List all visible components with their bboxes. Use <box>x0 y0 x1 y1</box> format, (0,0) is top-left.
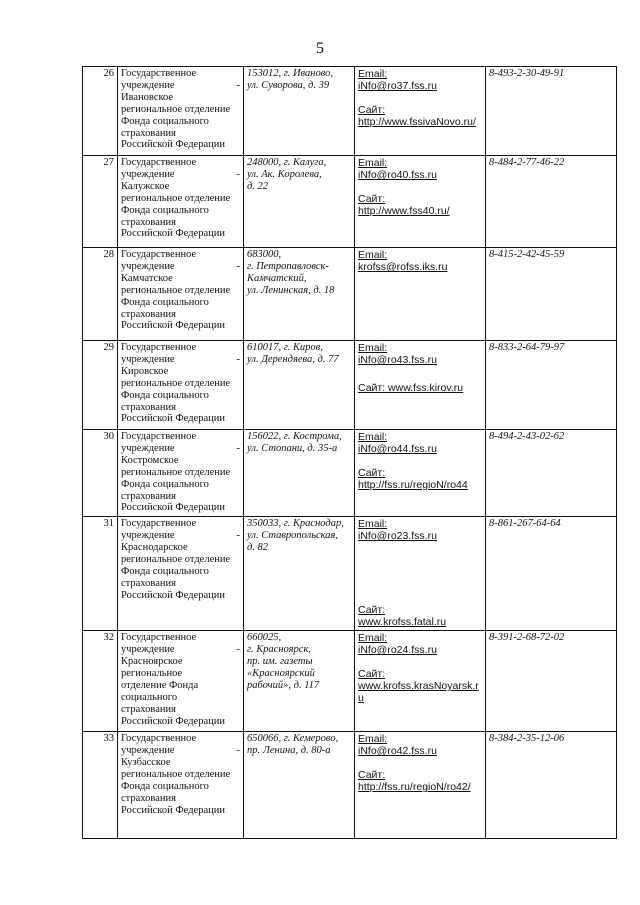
office-name-line: страхования <box>121 577 176 589</box>
office-name-cell <box>118 67 244 156</box>
office-name-cell <box>118 631 244 732</box>
office-name-line: Ивановское <box>121 91 174 103</box>
address-line: 248000, г. Калуга, <box>247 157 327 168</box>
office-name-cell <box>118 517 244 631</box>
website-label: Сайт: <box>358 604 386 617</box>
office-name-line: Фонда социального <box>121 204 209 216</box>
email-link[interactable]: krofss@rofss.iks.ru <box>358 261 448 273</box>
table-row <box>83 430 617 517</box>
office-name-line: социального <box>121 691 178 703</box>
table-row <box>83 67 617 156</box>
office-name-line: Фонда социального <box>121 478 209 490</box>
website-label: Сайт: <box>358 769 386 782</box>
email-link[interactable]: iNfo@ro37.fss.ru <box>358 80 437 92</box>
address-line: пр. Ленина, д. 80-а <box>247 745 331 757</box>
office-name-line: Краснодарское <box>121 542 188 554</box>
office-name-word: учреждение <box>121 530 175 542</box>
office-name-dash: - <box>236 168 240 180</box>
address-cell <box>244 631 355 732</box>
address-line: д. 22 <box>247 180 269 192</box>
contact-cell <box>355 248 486 341</box>
address-line: Камчатский, <box>247 272 307 284</box>
office-name-line: Российской Федерации <box>121 502 225 514</box>
fss-offices-table <box>82 66 617 839</box>
address-cell <box>244 732 355 839</box>
office-name-cell <box>118 732 244 839</box>
office-name-line: региональное <box>121 668 183 680</box>
office-name-line: Российской Федерации <box>121 589 225 601</box>
address-cell <box>244 67 355 156</box>
website-link[interactable]: www.krofss.fatal.ru <box>358 616 447 629</box>
table-row <box>83 156 617 248</box>
contact-cell <box>355 341 486 430</box>
office-name-line <box>121 644 240 656</box>
website-block <box>358 382 482 394</box>
office-name-word: учреждение <box>121 168 175 180</box>
contact-cell <box>355 631 486 732</box>
office-name-cell <box>118 156 244 248</box>
table-body <box>83 67 617 839</box>
row-number: 28 <box>83 248 118 341</box>
row-number: 26 <box>83 67 118 156</box>
office-name-line: Российской Федерации <box>121 413 225 425</box>
office-name-line: Российской Федерации <box>121 228 225 240</box>
phone-cell: 8-391-2-68-72-02 <box>486 631 617 732</box>
office-name-line: Государственное <box>121 342 197 353</box>
website-label: Сайт: <box>358 193 386 205</box>
email-label: Email: <box>358 68 388 80</box>
address-line: 610017, г. Киров, <box>247 342 323 353</box>
office-name-line: региональное отделение <box>121 103 231 115</box>
email-link[interactable]: iNfo@ro42.fss.ru <box>358 745 437 758</box>
contact-cell <box>355 156 486 248</box>
office-name-line: региональное отделение <box>121 284 231 296</box>
office-name-dash: - <box>236 353 240 365</box>
office-name-line: региональное отделение <box>121 192 231 204</box>
office-name-line <box>121 354 240 366</box>
office-name-word: учреждение <box>121 745 175 757</box>
office-name-line: Фонда социального <box>121 780 209 792</box>
office-name-dash: - <box>236 644 240 656</box>
office-name-line: Кировское <box>121 365 169 377</box>
office-name-line: Российской Федерации <box>121 715 225 727</box>
office-name-line: Государственное <box>121 733 197 745</box>
email-link[interactable]: iNfo@ro40.fss.ru <box>358 169 437 181</box>
office-name-word: учреждение <box>121 644 175 656</box>
office-name-line <box>121 261 240 273</box>
phone-cell: 8-493-2-30-49-91 <box>486 67 617 156</box>
address-line: рабочий», д. 117 <box>247 679 320 691</box>
address-line: г. Петропавловск- <box>247 260 329 272</box>
phone-cell: 8-861-267-64-64 <box>486 517 617 631</box>
office-name-line: страхования <box>121 792 176 804</box>
office-name-line: Российской Федерации <box>121 320 225 332</box>
office-name-line: Фонда социального <box>121 389 209 401</box>
row-number: 32 <box>83 631 118 732</box>
phone-cell: 8-384-2-35-12-06 <box>486 732 617 839</box>
address-line: ул. Ак. Королева, <box>247 168 322 180</box>
office-name-line: Фонда социального <box>121 296 209 308</box>
office-name-line: Государственное <box>121 157 197 168</box>
office-name-line <box>121 80 240 92</box>
row-number: 33 <box>83 732 118 839</box>
row-number: 27 <box>83 156 118 248</box>
website-link[interactable]: http://www.fssivaNovo.ru/ <box>358 116 476 128</box>
address-line: пр. им. газеты <box>247 656 313 668</box>
website-block <box>358 104 482 128</box>
office-name-line: страхования <box>121 216 176 228</box>
address-line: д. 82 <box>247 542 269 554</box>
email-link[interactable]: iNfo@ro24.fss.ru <box>358 644 437 657</box>
address-line: 350033, г. Краснодар, <box>247 518 344 530</box>
office-name-line: Государственное <box>121 518 197 530</box>
phone-cell: 8-833-2-64-79-97 <box>486 341 617 430</box>
office-name-line: отделение Фонда <box>121 679 199 691</box>
phone-cell: 8-415-2-42-45-59 <box>486 248 617 341</box>
office-name-line: региональное отделение <box>121 554 231 566</box>
office-name-cell <box>118 248 244 341</box>
address-line: г. Красноярск, <box>247 644 311 656</box>
email-label: Email: <box>358 632 388 645</box>
office-name-line: Камчатское <box>121 272 173 284</box>
contact-cell <box>355 67 486 156</box>
website-link[interactable]: Сайт: www.fss.kirov.ru <box>358 382 464 394</box>
office-name-line: Красноярское <box>121 656 183 668</box>
office-name-line: страхования <box>121 127 176 139</box>
office-name-dash: - <box>236 260 240 272</box>
email-label: Email: <box>358 157 388 169</box>
office-name-line: Государственное <box>121 249 197 260</box>
website-block <box>358 467 482 491</box>
website-block <box>358 193 482 217</box>
row-number: 31 <box>83 517 118 631</box>
website-label: Сайт: <box>358 104 386 116</box>
office-name-line: Государственное <box>121 431 197 442</box>
office-name-line: Государственное <box>121 68 197 79</box>
table-row <box>83 517 617 631</box>
row-number: 29 <box>83 341 118 430</box>
address-line: «Красноярский <box>247 668 315 680</box>
office-name-line <box>121 443 240 455</box>
office-name-line: Фонда социального <box>121 565 209 577</box>
email-label: Email: <box>358 431 388 443</box>
website-link[interactable]: http://www.fss40.ru/ <box>358 205 450 217</box>
office-name-word: учреждение <box>121 442 175 454</box>
email-label: Email: <box>358 733 388 746</box>
office-name-line <box>121 530 240 542</box>
office-name-line: Государственное <box>121 632 197 644</box>
address-cell <box>244 430 355 517</box>
office-name-line: Калужское <box>121 180 170 192</box>
website-link[interactable]: http://fss.ru/regioN/ro42/ <box>358 781 471 794</box>
row-number: 30 <box>83 430 118 517</box>
website-block <box>358 668 482 704</box>
contact-cell <box>355 430 486 517</box>
address-line: 650066, г. Кемерово, <box>247 733 339 745</box>
office-name-line: региональное отделение <box>121 769 231 781</box>
email-link[interactable]: iNfo@ro43.fss.ru <box>358 354 437 366</box>
office-name-line: региональное отделение <box>121 377 231 389</box>
address-line: 683000, <box>247 249 282 260</box>
website-label: Сайт: <box>358 467 386 479</box>
office-name-line: Российской Федерации <box>121 804 225 816</box>
office-name-line <box>121 169 240 181</box>
office-name-line <box>121 745 240 757</box>
table-row <box>83 631 617 732</box>
office-name-line: Кузбасское <box>121 757 171 769</box>
office-name-line: страхования <box>121 490 176 502</box>
website-block <box>358 769 482 793</box>
office-name-word: учреждение <box>121 260 175 272</box>
website-link[interactable]: www.krofss.krasNoyarsk.ru <box>358 680 479 705</box>
office-name-dash: - <box>236 442 240 454</box>
table-row <box>83 341 617 430</box>
office-name-line: региональное отделение <box>121 466 231 478</box>
address-line: ул. Ленинская, д. 18 <box>247 284 335 296</box>
office-name-line: страхования <box>121 703 176 715</box>
address-cell <box>244 248 355 341</box>
email-label: Email: <box>358 518 388 531</box>
office-name-line: Фонда социального <box>121 115 209 127</box>
office-name-line: Российской Федерации <box>121 139 225 151</box>
address-line: 660025, <box>247 632 282 644</box>
address-cell <box>244 156 355 248</box>
office-name-word: учреждение <box>121 353 175 365</box>
office-name-cell <box>118 430 244 517</box>
office-name-line: страхования <box>121 308 176 320</box>
website-block <box>358 604 482 628</box>
table-row <box>83 732 617 839</box>
address-line: ул. Суворова, д. 39 <box>247 79 330 91</box>
website-label: Сайт: <box>358 668 386 681</box>
phone-cell: 8-484-2-77-46-22 <box>486 156 617 248</box>
website-link[interactable]: http://fss.ru/regioN/ro44 <box>358 479 468 491</box>
office-name-cell <box>118 341 244 430</box>
office-name-line: страхования <box>121 401 176 413</box>
office-name-word: учреждение <box>121 79 175 91</box>
contact-cell <box>355 732 486 839</box>
office-name-line: Костромское <box>121 454 179 466</box>
email-link[interactable]: iNfo@ro23.fss.ru <box>358 530 437 543</box>
address-cell <box>244 341 355 430</box>
address-line: ул. Ставропольская, <box>247 530 339 542</box>
contact-cell <box>355 517 486 631</box>
address-line: 156022, г. Кострома, <box>247 431 342 442</box>
email-label: Email: <box>358 342 388 354</box>
address-line: ул. Стопани, д. 35-а <box>247 442 338 454</box>
page-number: 5 <box>316 40 324 57</box>
address-cell <box>244 517 355 631</box>
address-line: 153012, г. Иваново, <box>247 68 334 79</box>
email-link[interactable]: iNfo@ro44.fss.ru <box>358 443 437 455</box>
address-line: ул. Дерендяева, д. 77 <box>247 353 339 365</box>
office-name-dash: - <box>236 745 240 757</box>
email-label: Email: <box>358 249 388 261</box>
phone-cell: 8-494-2-43-02-62 <box>486 430 617 517</box>
office-name-dash: - <box>236 79 240 91</box>
table-row <box>83 248 617 341</box>
office-name-dash: - <box>236 530 240 542</box>
